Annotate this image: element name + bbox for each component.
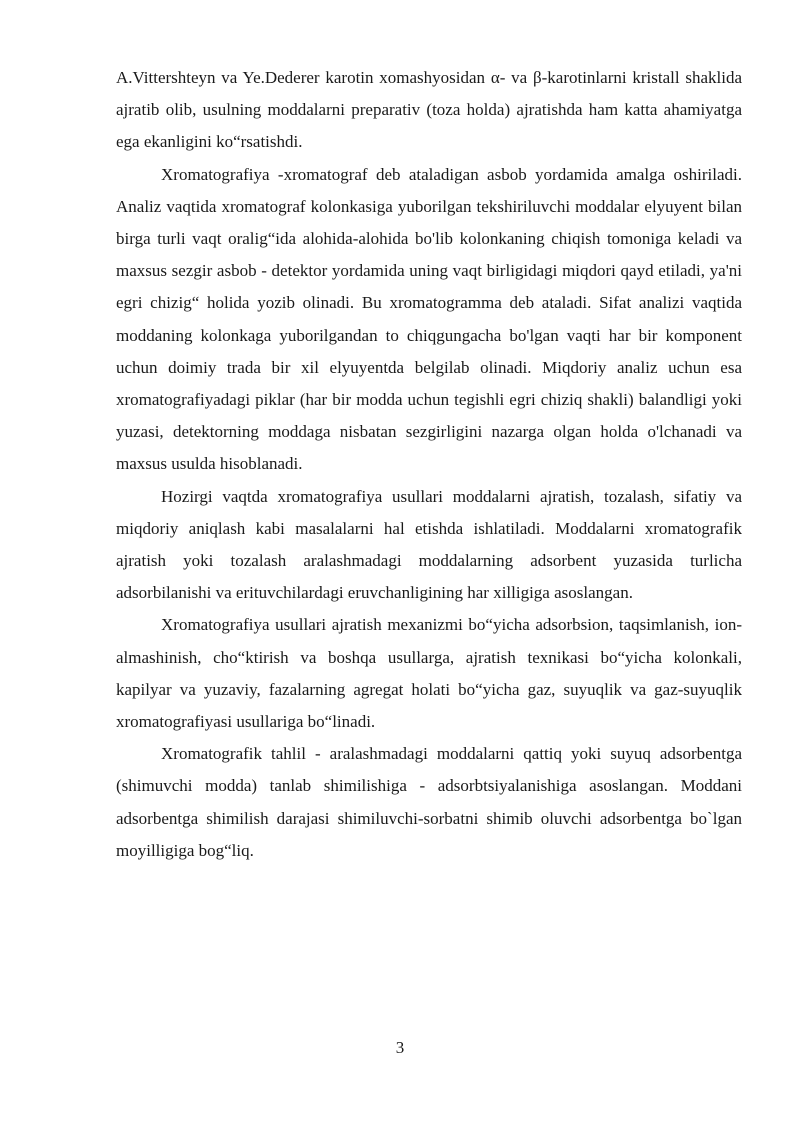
document-page <box>116 62 742 867</box>
paragraph-carotene-crystals: A.Vittershteyn va Ye.Dederer karotin xomashyosidan α- va β-karotinlarni kristall shaklida ajratib olib, usulning moddalarni preparativ (toza holda) ajratishda ham katta ahamiyatga ega ekanligini ko“rsatishdi. <box>116 68 742 152</box>
paragraph-modern-applications: Hozirgi vaqtda xromatografiya usullari moddalarni ajratish, tozalash, sifatiy va miqdoriy aniqlash kabi masalalarni hal etishda ishlatiladi. Moddalarni xromatografik ajratish yoki tozalash aralashmadagi moddalarning adsorbent yuzasida turlicha adsorbilanishi va erituvchilardagi eruvchanligining har xilligiga asoslangan. <box>116 486 742 603</box>
paragraph-method-classification: Xromatografiya usullari ajratish mexanizmi bo“yicha adsorbsion, taqsimlanish, ion-almashinish, cho“ktirish va boshqa usullarga, ajratish texnikasi bo“yicha kolonkali, kapilyar va yuzaviy, fazalarning agregat holati bo“yicha gaz, suyuqlik va gaz-suyuqlik xromatografiyasi usullariga bo“linadi. <box>116 615 742 732</box>
paragraph-chromatographic-analysis: Xromatografik tahlil - aralashmadagi moddalarni qattiq yoki suyuq adsorbentga (shimuvchi modda) tanlab shimilishiga - adsorbtsiyalanishiga asoslangan. Moddani adsorbentga shimilish darajasi shimiluvchi-sorbatni shimib oluvchi adsorbentga bo`lgan moyilligiga bog“liq. <box>116 744 742 860</box>
paragraph-chromatograph-operation: Xromatografiya -xromatograf deb ataladigan asbob yordamida amalga oshiriladi. Analiz vaqtida xromatograf kolonkasiga yuborilgan tekshiriluvchi moddalar elyuyent bilan birga turli vaqt oralig“ida alohida-alohida bo'lib kolonkaning chiqish tomoniga keladi va maxsus sezgir asbob - detektor yordamida uning vaqt birligidagi miqdori qayd etiladi, ya'ni egri chizig“ holida yozib olinadi. Bu xromatogramma deb ataladi. Sifat analizi vaqtida moddaning kolonkaga yuborilgandan to chiqgungacha bo'lgan vaqti har bir komponent uchun doimiy trada bir xil elyuyentda belgilab olinadi. Miqdoriy analiz uchun esa xromatografiyadagi piklar (har bir modda uchun tegishli egri chiziq shakli) balandligi yoki yuzasi, detektorning moddaga nisbatan sezgirligini nazarga olgan holda o'lchanadi va maxsus usulda hisoblanadi. <box>116 164 742 474</box>
page-number: 3 <box>395 1038 405 1057</box>
